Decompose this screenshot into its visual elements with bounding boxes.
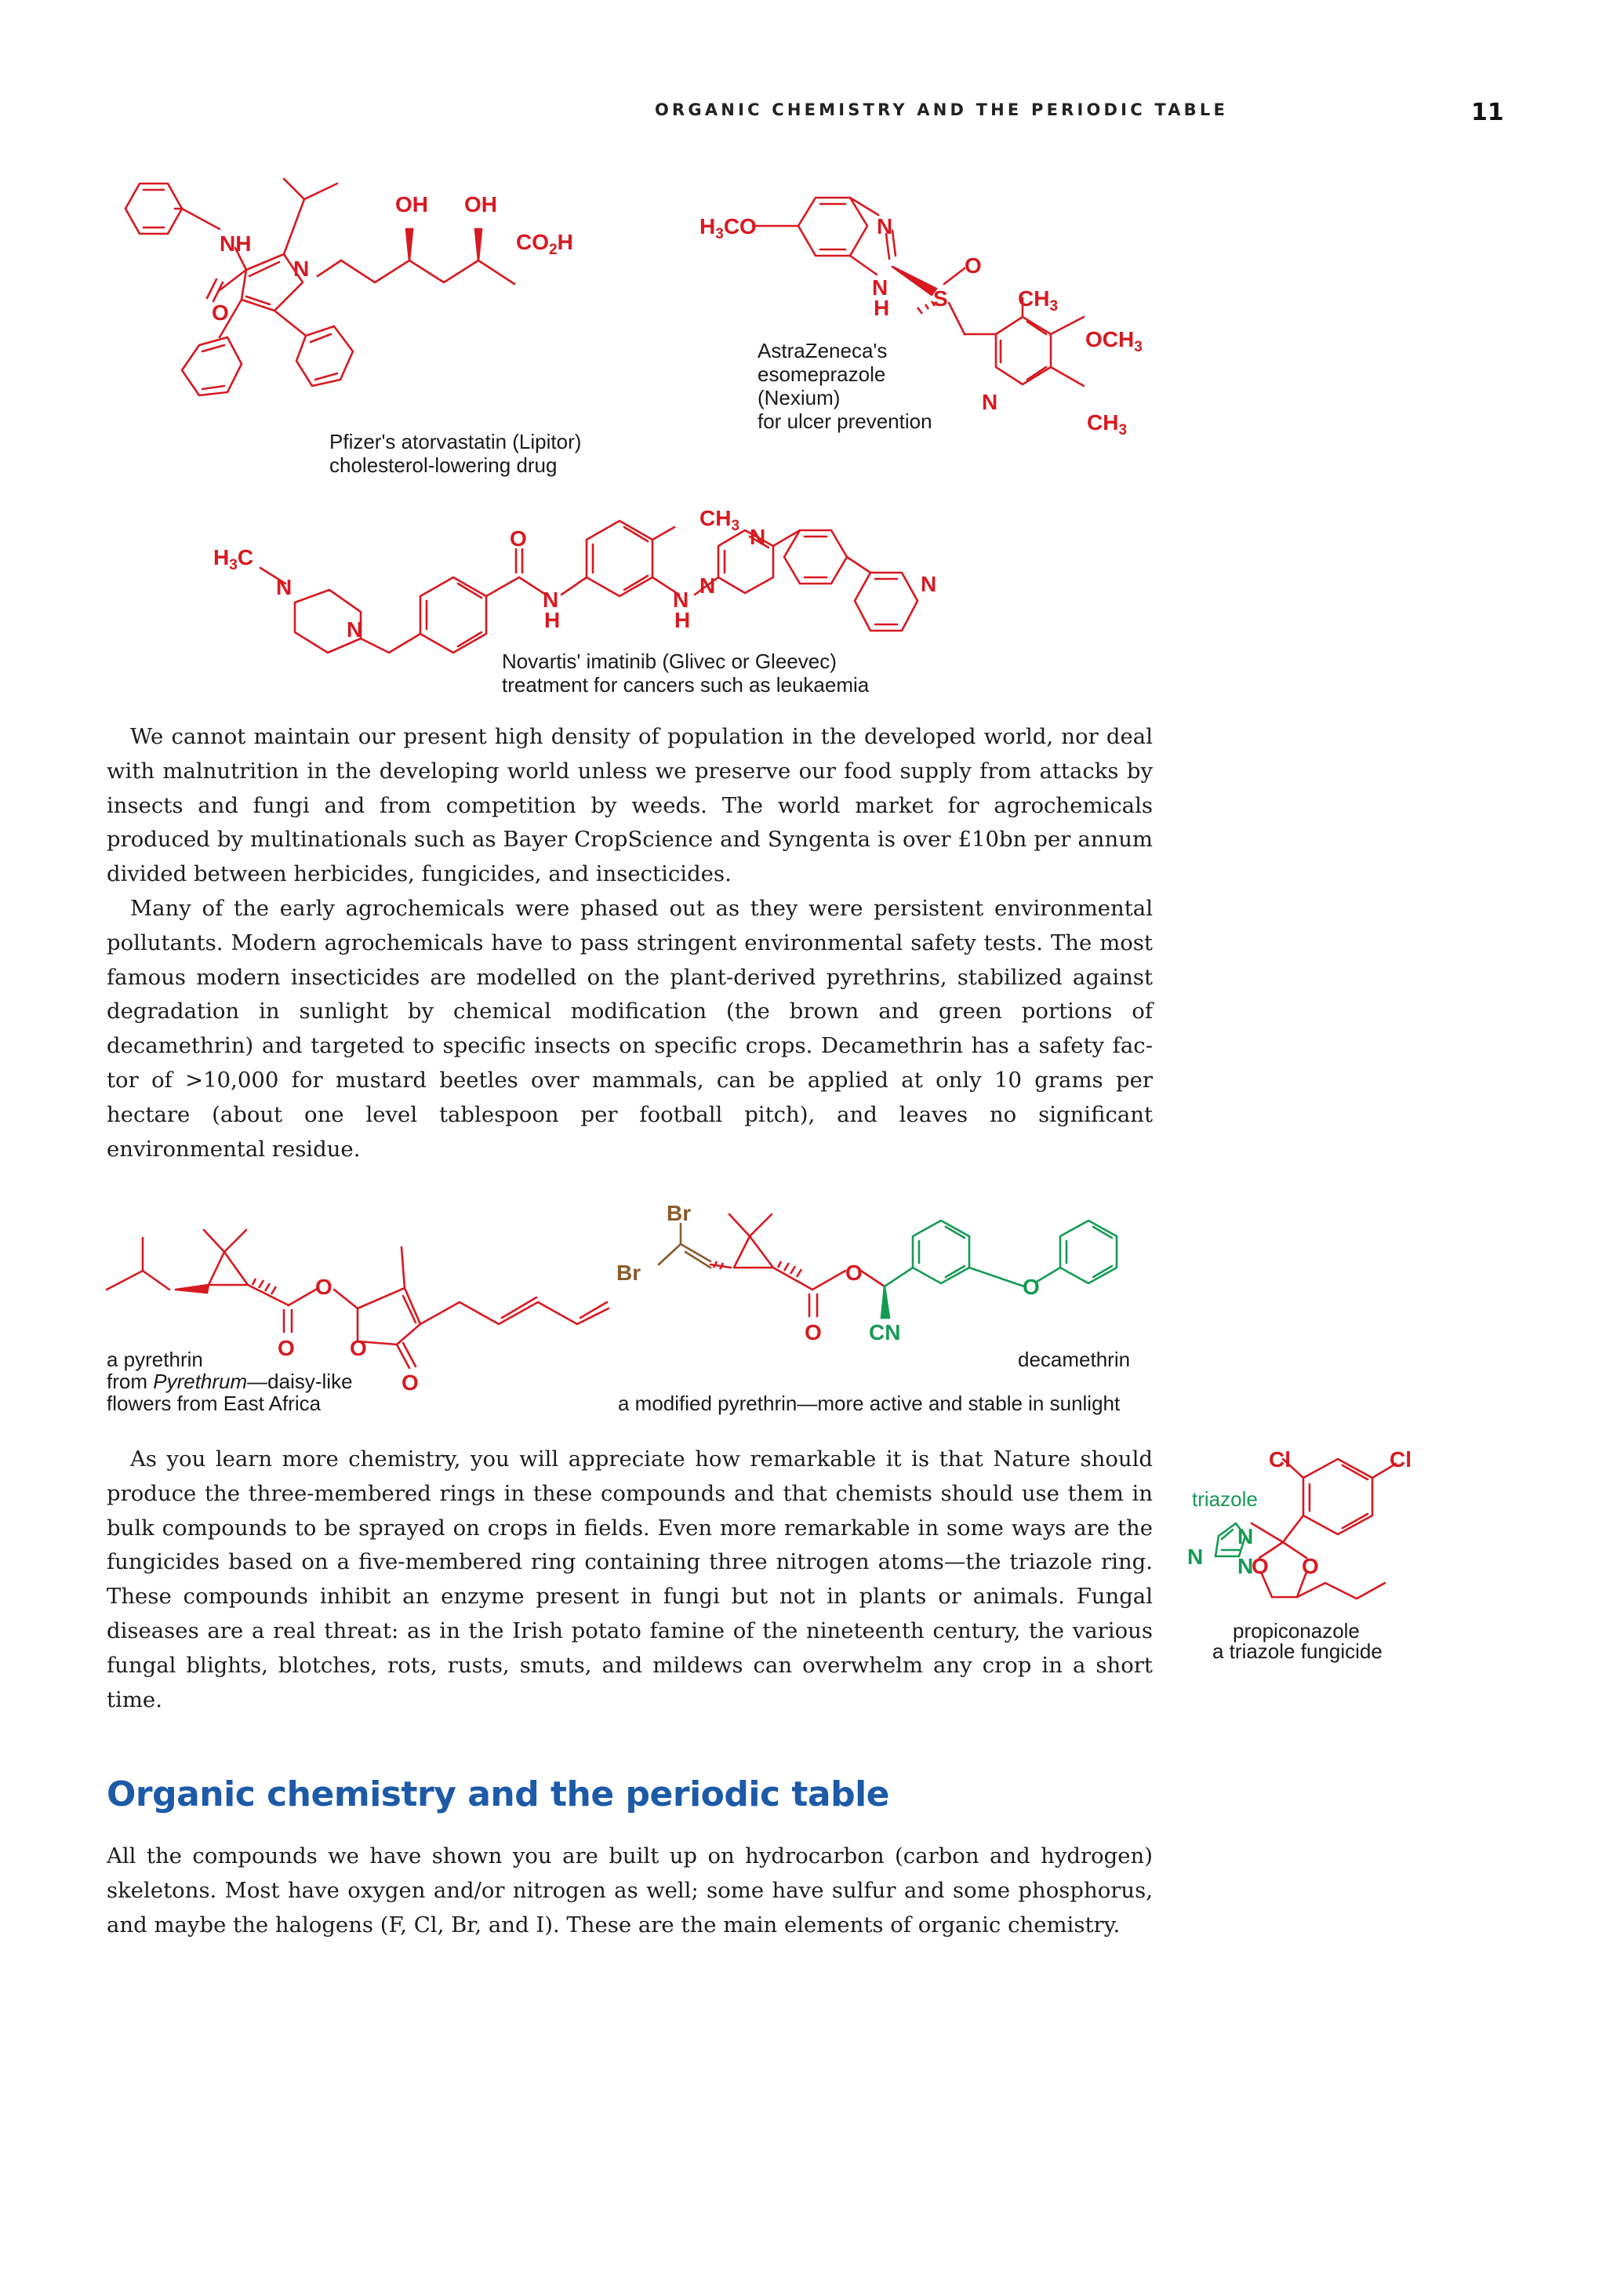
n-top-label: N [877,214,893,238]
cyano-label: CN [869,1320,901,1344]
esomeprazole-caption-1: AstraZeneca's [758,339,888,362]
chlorine-label-2: Cl [1390,1447,1412,1472]
amide-h-label: H [544,608,561,632]
pyrethrin-structure [107,1192,624,1420]
propiconazole-caption-1: propiconazole [1233,1619,1360,1643]
nitrogen-label: N [293,257,310,281]
sulfoxide-oxygen-label: O [965,253,982,278]
och3-sub: 3 [1134,339,1143,355]
h3co-co: CO [723,214,757,238]
esomeprazole-caption-3: (Nexium) [758,386,841,409]
propiconazole-caption-2: a triazole fungicide [1212,1639,1383,1663]
svg-text:CH3 [1018,286,1058,315]
imatinib-ch3: CH [699,506,732,530]
svg-text:CH3 [1087,410,1127,438]
oxygen-label: O [212,300,229,325]
esomeprazole-structure [698,180,1168,447]
running-head: ORGANIC CHEMISTRY AND THE PERIODIC TABLE [655,100,1229,119]
paragraph-three-membered-rings: As you learn more chemistry, you will appreciate how remarkable it is that Nature should produce the three-membered rings in these compounds and that chemists should use them in bulk compounds to be sprayed on crops in fields. Even more remarkable in some ways are the fungicides based on a five-membered ring containing three nitrogen atoms—the triazole ring. These compounds inhibit an enzyme present in fungi but not in plants or animals. Fungal diseases are a real threat: as in the Irish potato famine of the nineteenth century, the various fungal blights, blotches, rots, rusts, smuts, and mildews can overwhelm any crop in a short time. [107,1446,1153,1712]
pyrimidine-n1-label: N [699,573,716,598]
ch3-bottom: CH [1087,410,1119,435]
ch3-top: CH [1018,286,1050,311]
bromine-label-2: Br [616,1261,641,1285]
esomeprazole-caption-2: esomeprazole [758,362,886,386]
co2h-h: H [557,230,573,254]
imatinib-ch3-sub: 3 [731,518,740,534]
imatinib-caption-2: treatment for cancers such as leukaemia [502,673,870,697]
pyrethrin-caption-3: flowers from East Africa [107,1392,322,1415]
nh-n-label: N [872,275,888,300]
triazole-n3-label: N [1237,1554,1254,1578]
pyrethrin-caption-2-suffix: —daisy-like [247,1370,353,1393]
decamethrin-structure [616,1192,1157,1420]
svg-text:H3CO [699,214,757,242]
oh-label-2: OH [464,192,497,217]
nh-label: NH [220,231,252,256]
ether-oxygen-label: O [1023,1275,1040,1299]
decamethrin-caption: a modified pyrethrin—more active and stable in sunlight [618,1392,1121,1415]
triazole-label: triazole [1192,1487,1258,1511]
co2h-co: CO [516,230,549,254]
triazole-n2-label: N [1187,1545,1204,1569]
svg-text:H3C [213,545,253,573]
decamethrin-ester-oxygen-label: O [845,1261,863,1285]
ch3-bottom-sub: 3 [1118,422,1128,438]
pyrimidine-n2-label: N [750,525,766,549]
ester-oxygen-label: O [315,1275,332,1299]
triazole-n1-label: N [1237,1524,1254,1548]
page-number: 11 [1471,99,1504,126]
svg-text:CO2H [516,230,573,258]
amine-h-label: H [674,608,691,632]
bromine-label-1: Br [667,1201,692,1225]
h3c-h: H [213,545,230,569]
pyridine-n-label: N [982,390,998,414]
h3c-c: C [237,545,254,569]
pyrethrin-caption-1: a pyrethrin [107,1348,203,1371]
imatinib-structure [212,486,949,698]
decamethrin-carbonyl-oxygen-label: O [805,1320,822,1344]
propiconazole-structure [1184,1442,1482,1677]
esomeprazole-caption-4: for ulcer prevention [758,409,932,433]
dioxolane-oxygen-2: O [1302,1554,1319,1578]
atorvastatin-caption-2: cholesterol-lowering drug [329,453,558,477]
piperazine-n1-label: N [276,575,292,599]
svg-text:from Pyrethrum—daisy-like [107,1370,353,1393]
paragraph-agrochemicals-market: We cannot maintain our present high density of population in the developed world, nor deal with malnutrition in the developing world unless we preserve our food supply from attacks by insects and fungi and from competition by weeds. The world market for agrochemicals produced by multinationals such as Bayer CropScience and Syngenta is over £10bn per annum divided between herbicides, fungicides, and insecticides. [107,724,1153,887]
paragraph-main-elements: All the compounds we have shown you are built up on hydrocarbon (carbon and hydrogen) skeletons. Most have oxygen and/or nitrogen as well; some have sulfur and some phosphorus, and maybe the halogens (F, Cl, Br, and I). These are the main elements of organic chemistry. [107,1843,1153,1938]
amine-n-label: N [673,588,689,612]
nh-h-label: H [874,296,890,320]
ring-oxygen-label: O [350,1336,367,1360]
h3co-sub: 3 [715,226,724,242]
atorvastatin-structure [102,173,682,486]
svg-text:CH3 [699,506,739,534]
carbonyl-oxygen-label: O [278,1336,295,1360]
chlorine-label-1: Cl [1269,1447,1291,1472]
ketone-oxygen-label: O [402,1370,419,1395]
ch3-top-sub: 3 [1049,298,1059,315]
paragraph-modern-agrochemicals: Many of the early agrochemicals were phased out as they were persistent environmental pollutants. Modern agrochemicals have to pass stringent environmental safety tests. The most famous modern insecticides are modelled on the plant-derived pyrethrins, stabilized against degradation in sunlight by chemical modification (the brown and green portions of decamethrin) and targeted to specific insects on specific crops. Decamethrin has a safety factor of >10,000 for mustard beetles over mammals, can be applied at only 10 grams per hectare (about one level tablespoon per football pitch), and leaves no significant environmental residue. [107,896,1153,1162]
pyrethrin-caption-2-prefix: from [107,1370,154,1393]
h3c-sub: 3 [229,557,238,573]
amide-oxygen-label: O [510,526,527,551]
och3: OCH [1085,327,1135,351]
piperazine-n2-label: N [347,617,363,642]
pyrethrin-caption-2-italic: Pyrethrum [153,1370,248,1393]
imatinib-caption-1: Novartis' imatinib (Glivec or Gleevec) [502,650,837,673]
dioxolane-oxygen-1: O [1252,1554,1269,1578]
section-heading: Organic chemistry and the periodic table [107,1774,890,1814]
co2h-sub: 2 [549,242,558,258]
svg-text:OCH3 [1085,327,1143,355]
pyridine-n-label: N [921,572,937,596]
sulfur-label: S [933,286,948,311]
amide-n-label: N [543,588,559,612]
oh-label-1: OH [395,192,428,217]
h3co-h: H [699,214,716,238]
decamethrin-name: decamethrin [1018,1348,1131,1371]
atorvastatin-caption-1: Pfizer's atorvastatin (Lipitor) [329,430,582,453]
